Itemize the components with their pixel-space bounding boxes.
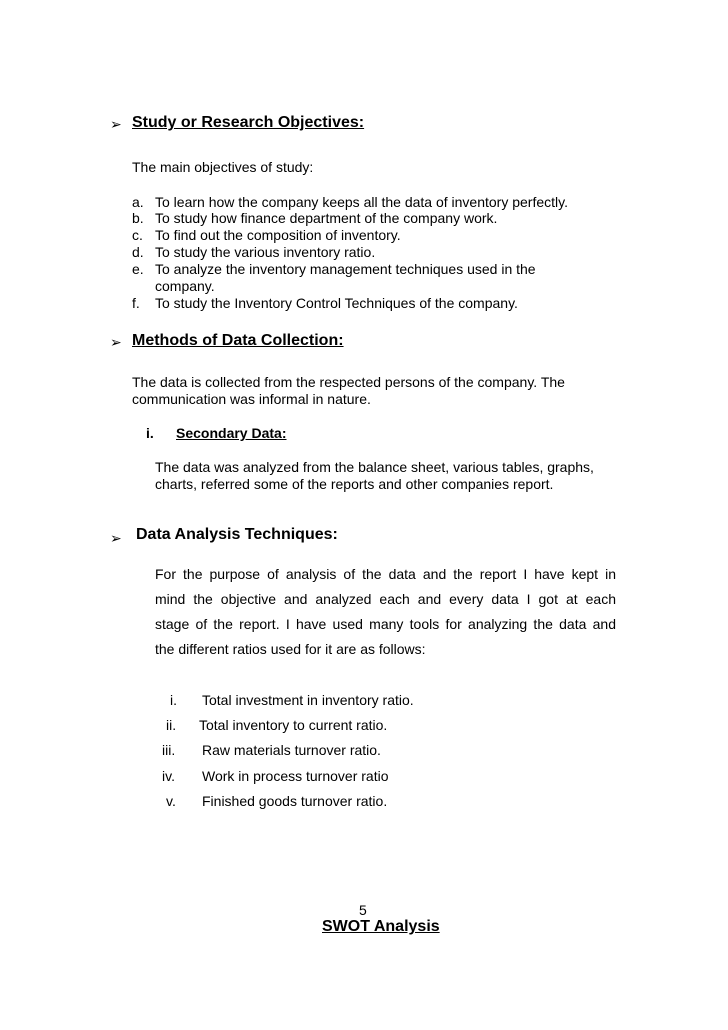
paragraph-line: mind the objective and analyzed each and every data I got at each bbox=[155, 591, 616, 607]
bullet-arrow-icon: ➢ bbox=[110, 530, 122, 546]
list-marker: a. bbox=[132, 194, 144, 210]
list-marker: e. bbox=[132, 261, 144, 277]
list-item: To study the Inventory Control Techniques of the company. bbox=[155, 295, 518, 311]
paragraph-line: stage of the report. I have used many tools for analyzing the data and bbox=[155, 616, 616, 632]
bullet-arrow-icon: ➢ bbox=[110, 116, 122, 132]
paragraph-line: The data was analyzed from the balance sheet, various tables, graphs, bbox=[155, 459, 594, 475]
bullet-arrow-icon: ➢ bbox=[110, 334, 122, 350]
list-item: Raw materials turnover ratio. bbox=[202, 742, 381, 758]
list-marker: iv. bbox=[162, 768, 175, 784]
list-item: To learn how the company keeps all the data of inventory perfectly. bbox=[155, 194, 568, 210]
list-marker: d. bbox=[132, 244, 144, 260]
list-marker: f. bbox=[132, 295, 140, 311]
list-item: To find out the composition of inventory. bbox=[155, 227, 401, 243]
page-number: 5 bbox=[359, 902, 367, 918]
paragraph-line: communication was informal in nature. bbox=[132, 391, 371, 407]
list-marker: i. bbox=[170, 692, 177, 708]
list-item: Work in process turnover ratio bbox=[202, 768, 389, 784]
list-item: To study how finance department of the company work. bbox=[155, 210, 498, 226]
list-item: To study the various inventory ratio. bbox=[155, 244, 376, 260]
list-item: Total inventory to current ratio. bbox=[199, 717, 388, 733]
list-marker: iii. bbox=[162, 742, 176, 758]
list-marker: b. bbox=[132, 210, 144, 226]
list-item: Finished goods turnover ratio. bbox=[202, 793, 388, 809]
subsection-heading-secondary-data: Secondary Data: bbox=[176, 425, 287, 441]
paragraph-line: The data is collected from the respected persons of the company. The bbox=[132, 374, 565, 390]
section-heading-objectives: Study or Research Objectives: bbox=[132, 114, 365, 131]
paragraph-line: the different ratios used for it are as follows: bbox=[155, 641, 426, 657]
list-item: To analyze the inventory management techniques used in the bbox=[155, 261, 536, 277]
paragraph-line: For the purpose of analysis of the data and the report I have kept in bbox=[155, 566, 616, 582]
subsection-marker: i. bbox=[146, 425, 154, 441]
section-heading-data-collection: Methods of Data Collection: bbox=[132, 332, 344, 349]
objectives-intro: The main objectives of study: bbox=[132, 159, 314, 175]
list-marker: v. bbox=[166, 793, 176, 809]
list-item-continuation: company. bbox=[155, 278, 215, 294]
list-marker: ii. bbox=[166, 717, 177, 733]
list-marker: c. bbox=[132, 227, 143, 243]
list-item: Total investment in inventory ratio. bbox=[202, 692, 414, 708]
paragraph-line: charts, referred some of the reports and other companies report. bbox=[155, 476, 554, 492]
section-heading-analysis-techniques: Data Analysis Techniques: bbox=[136, 526, 338, 543]
next-section-heading: SWOT Analysis bbox=[322, 918, 440, 935]
